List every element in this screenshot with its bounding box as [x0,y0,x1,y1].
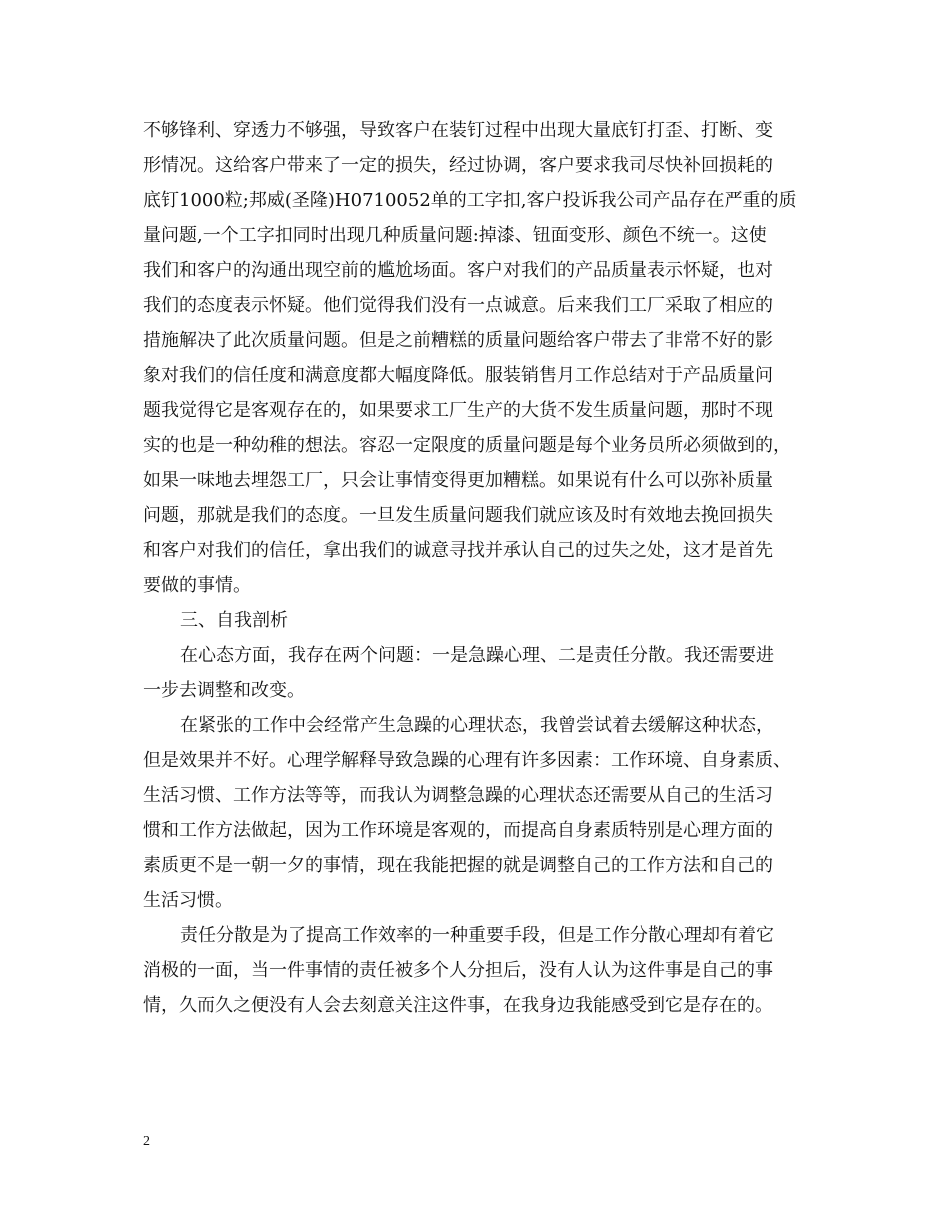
text-line: 题我觉得它是客观存在的，如果要求工厂生产的大货不发生质量问题，那时不现 [143,400,773,421]
text-line: 问题，那就是我们的态度。一旦发生质量问题我们就应该及时有效地去挽回损失 [143,505,773,526]
section-heading: 三、自我剖析 [180,610,288,631]
paragraph-first-line: 在心态方面，我存在两个问题：一是急躁心理、二是责任分散。我还需要进 [180,645,774,666]
text-line: 措施解决了此次质量问题。但是之前糟糕的质量问题给客户带去了非常不好的影 [143,330,773,351]
text-line: 实的也是一种幼稚的想法。容忍一定限度的质量问题是每个业务员所必须做到的， [143,435,791,456]
paragraph-first-line: 责任分散是为了提高工作效率的一种重要手段，但是工作分散心理却有着它 [180,925,774,946]
text-line: 象对我们的信任度和满意度都大幅度降低。服装销售月工作总结对于产品质量问 [143,365,773,386]
text-line: 形情况。这给客户带来了一定的损失，经过协调，客户要求我司尽快补回损耗的 [143,155,773,176]
text-line: 情，久而久之便没有人会去刻意关注这件事，在我身边我能感受到它是存在的。 [143,995,773,1016]
text-line: 一步去调整和改变。 [143,680,305,701]
paragraph-first-line: 在紧张的工作中会经常产生急躁的心理状态，我曾尝试着去缓解这种状态， [180,715,774,736]
text-line: 我们的态度表示怀疑。他们觉得我们没有一点诚意。后来我们工厂采取了相应的 [143,295,773,316]
text-line: 我们和客户的沟通出现空前的尴尬场面。客户对我们的产品质量表示怀疑，也对 [143,260,773,281]
text-line: 不够锋利、穿透力不够强，导致客户在装钉过程中出现大量底钉打歪、打断、变 [143,120,773,141]
text-line: 生活习惯。 [143,890,233,911]
text-line: 和客户对我们的信任，拿出我们的诚意寻找并承认自己的过失之处，这才是首先 [143,540,773,561]
text-line: 惯和工作方法做起，因为工作环境是客观的，而提高自身素质特别是心理方面的 [143,820,773,841]
text-line: 素质更不是一朝一夕的事情，现在我能把握的就是调整自己的工作方法和自己的 [143,855,773,876]
text-line: 生活习惯、工作方法等等，而我认为调整急躁的心理状态还需要从自己的生活习 [143,785,773,806]
body-text [143,113,808,1023]
text-line: 量问题,一个工字扣同时出现几种质量问题:掉漆、钮面变形、颜色不统一。这使 [143,225,767,246]
text-line: 要做的事情。 [143,575,251,596]
page-number: 2 [143,1134,150,1149]
text-line: 如果一味地去埋怨工厂，只会让事情变得更加糟糕。如果说有什么可以弥补质量 [143,470,773,491]
text-line: 底钉1000粒;邦威(圣隆)H0710052单的工字扣,客户投诉我公司产品存在严重的质 [143,190,797,211]
text-line: 但是效果并不好。心理学解释导致急躁的心理有许多因素：工作环境、自身素质、 [143,750,791,771]
text-line: 消极的一面，当一件事情的责任被多个人分担后，没有人认为这件事是自己的事 [143,960,773,981]
